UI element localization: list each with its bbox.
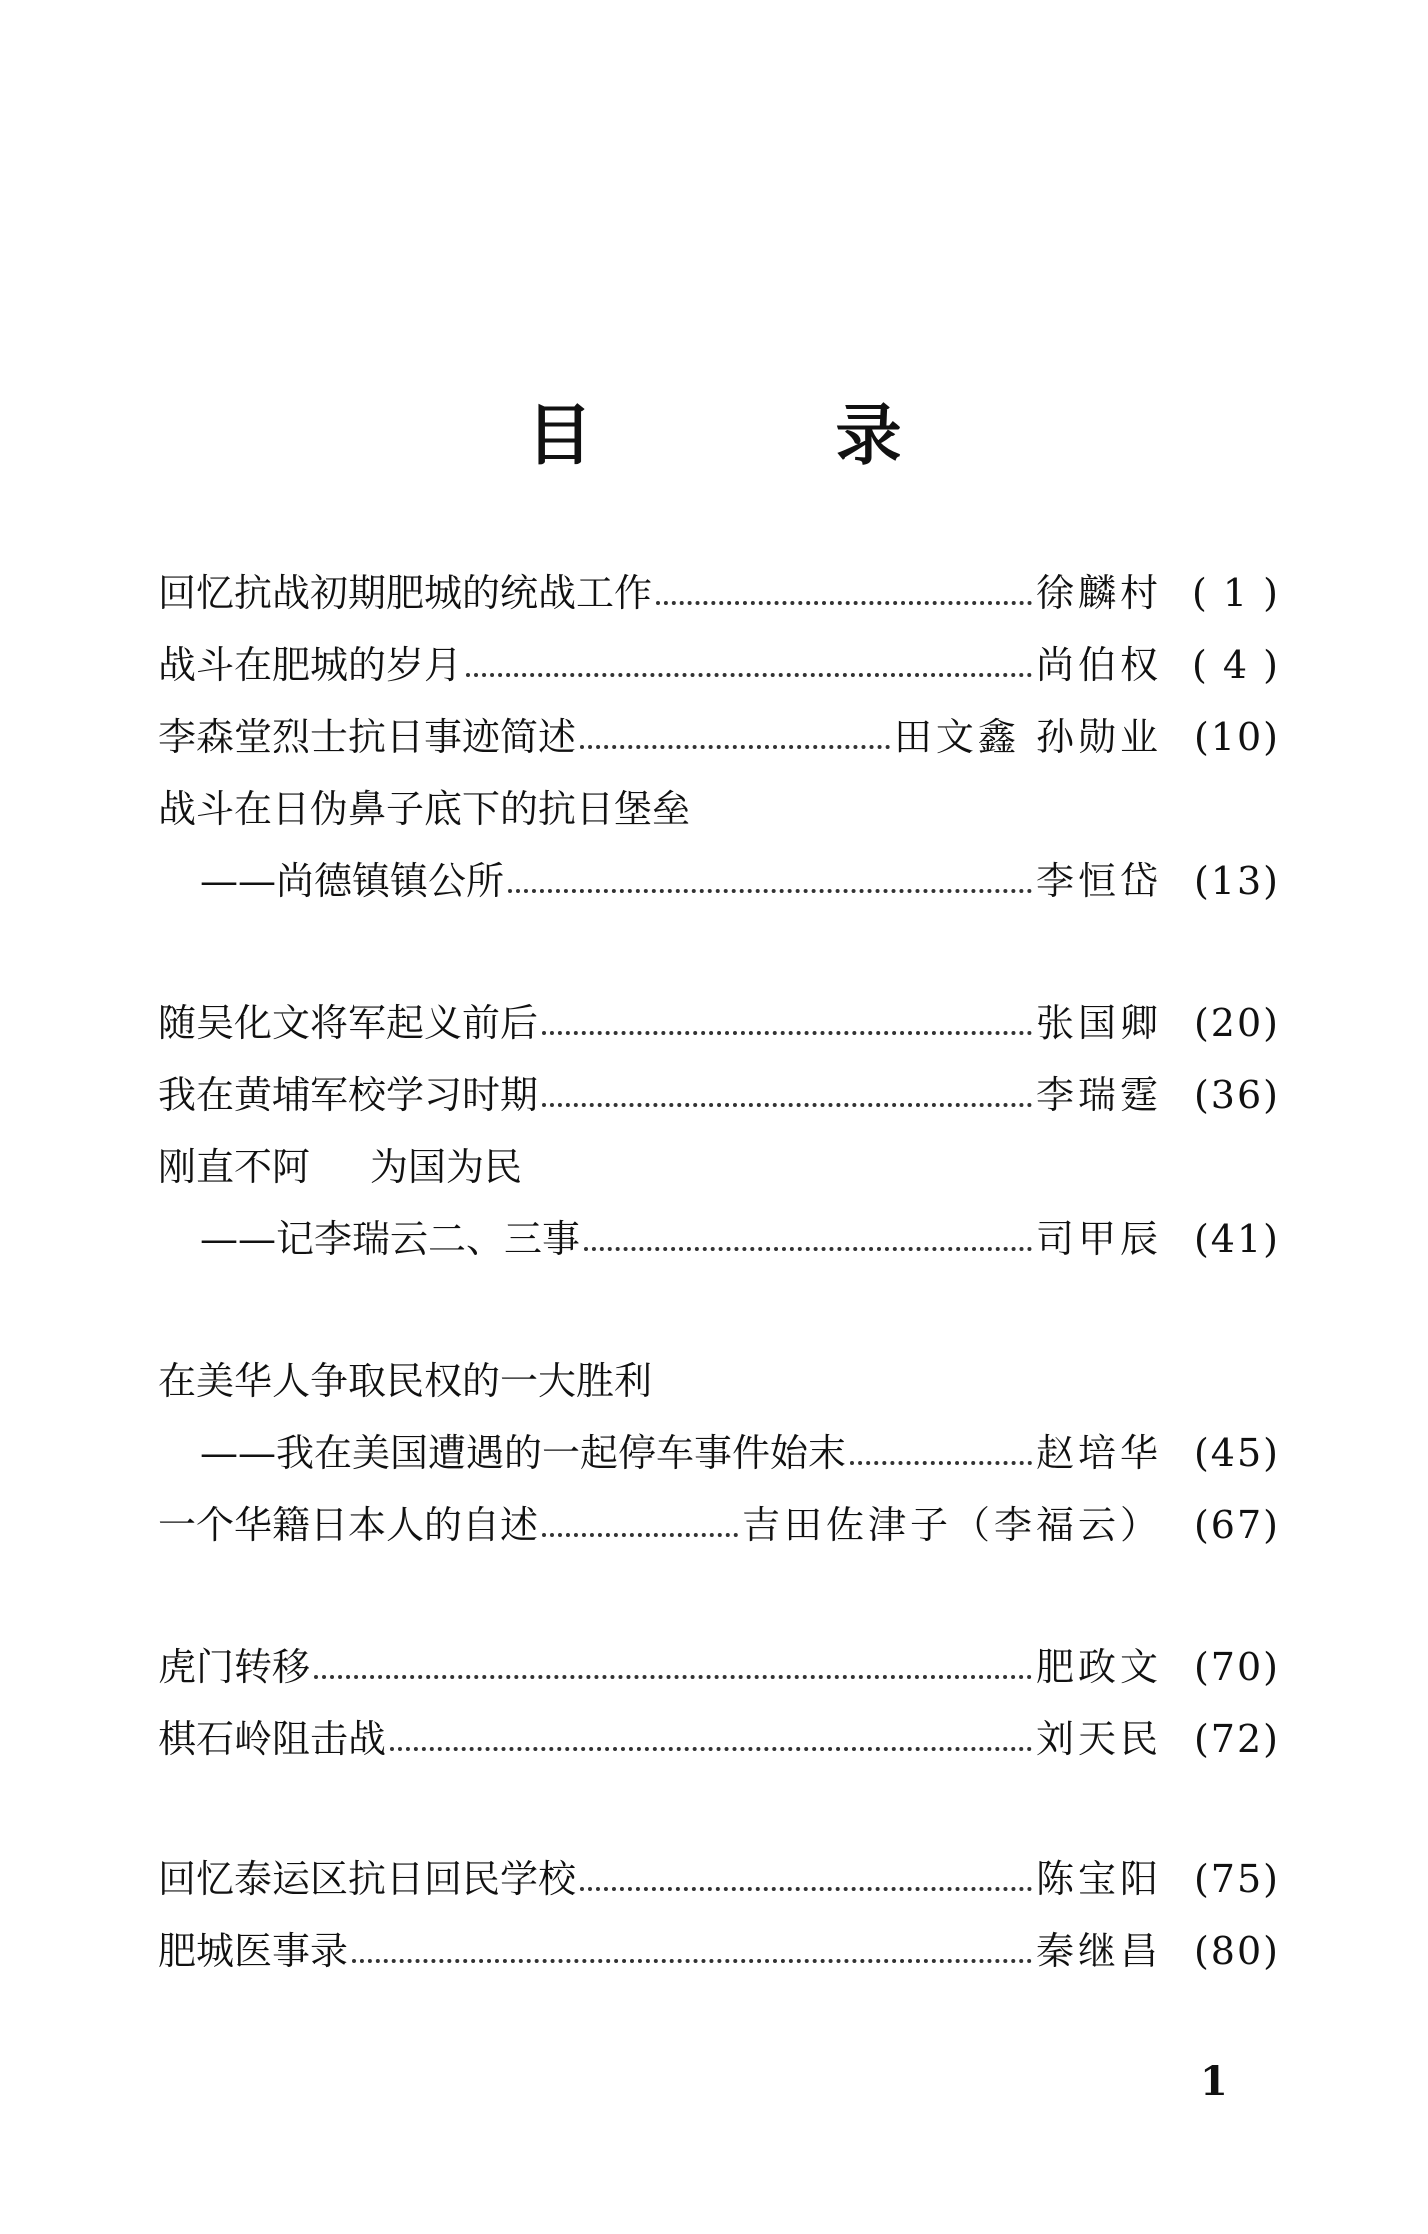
toc-entry-heading[interactable]: [158, 1138, 1280, 1196]
leader-dots: [508, 889, 1032, 893]
entry-subtitle: ——尚德镇镇公所: [200, 859, 505, 903]
entry-page: (72): [1193, 1717, 1280, 1761]
entry-author: 徐麟村: [1035, 571, 1162, 615]
leader-dots: [542, 1031, 1032, 1035]
entry-page: (45): [1193, 1431, 1280, 1475]
toc-entry[interactable]: [158, 564, 1280, 622]
toc-entry[interactable]: [158, 1496, 1280, 1554]
entry-page: ( 1 ): [1192, 571, 1280, 615]
entry-page: (75): [1193, 1857, 1280, 1901]
entry-page: (36): [1193, 1073, 1280, 1117]
page-number: 1: [1200, 2058, 1228, 2105]
entry-title: 李森堂烈士抗日事迹简述: [158, 715, 577, 759]
entry-title: 战斗在日伪鼻子底下的抗日堡垒: [158, 787, 691, 831]
entry-page: (20): [1193, 1001, 1280, 1045]
leader-dots: [580, 745, 890, 749]
entry-author: 肥政文: [1035, 1645, 1162, 1689]
entry-subtitle: ——记李瑞云二、三事: [200, 1217, 581, 1261]
entry-title: 棋石岭阻击战: [158, 1717, 387, 1761]
entry-title: 战斗在肥城的岁月: [158, 643, 463, 687]
toc-entry-heading[interactable]: [158, 780, 1280, 838]
entry-page: (67): [1193, 1503, 1280, 1547]
entry-title: 我在黄埔军校学习时期: [158, 1073, 539, 1117]
toc-entry[interactable]: [158, 708, 1280, 766]
toc-entry[interactable]: [158, 1638, 1280, 1696]
entry-author: 李瑞霆: [1035, 1073, 1162, 1117]
leader-dots: [584, 1247, 1032, 1251]
leader-dots: [466, 673, 1032, 677]
toc-entry-heading[interactable]: [158, 1352, 1280, 1410]
entry-page: (41): [1193, 1217, 1280, 1261]
entry-author: 尚伯权: [1035, 643, 1162, 687]
entry-author: 吉田佐津子（李福云）: [741, 1503, 1162, 1547]
page-title: 目 录: [526, 397, 1012, 474]
toc-entry-subtitle[interactable]: [200, 1210, 1280, 1268]
entry-page: (10): [1193, 715, 1280, 759]
entry-title: 刚直不阿: [158, 1145, 311, 1189]
leader-dots: [542, 1103, 1032, 1107]
toc-entry[interactable]: [158, 1066, 1280, 1124]
entry-author: 李恒岱: [1035, 859, 1162, 903]
entry-title: 回忆泰运区抗日回民学校: [158, 1857, 577, 1901]
toc-entry[interactable]: [158, 1850, 1280, 1908]
entry-author: 田文鑫 孙勋业: [893, 715, 1162, 759]
entry-page: (80): [1193, 1929, 1280, 1973]
entry-author: 司甲辰: [1035, 1217, 1162, 1261]
entry-subtitle: ——我在美国遭遇的一起停车事件始末: [200, 1431, 847, 1475]
entry-author: 陈宝阳: [1035, 1857, 1162, 1901]
entry-title: 一个华籍日本人的自述: [158, 1503, 539, 1547]
entry-author: 赵培华: [1035, 1431, 1162, 1475]
toc-entry[interactable]: [158, 994, 1280, 1052]
entry-title: 肥城医事录: [158, 1929, 349, 1973]
entry-page: ( 4 ): [1192, 643, 1280, 687]
toc-entry[interactable]: [158, 1710, 1280, 1768]
leader-dots: [314, 1675, 1032, 1679]
leader-dots: [352, 1959, 1032, 1963]
entry-author: 秦继昌: [1035, 1929, 1162, 1973]
entry-page: (70): [1193, 1645, 1280, 1689]
entry-title: 在美华人争取民权的一大胜利: [158, 1359, 653, 1403]
entry-title-part2: 为国为民: [370, 1145, 523, 1189]
leader-dots: [580, 1887, 1032, 1891]
toc-entry-subtitle[interactable]: [200, 852, 1280, 910]
toc-entry-subtitle[interactable]: [200, 1424, 1280, 1482]
entry-title: 虎门转移: [158, 1645, 311, 1689]
leader-dots: [390, 1747, 1032, 1751]
leader-dots: [656, 601, 1032, 605]
entry-page: (13): [1193, 859, 1280, 903]
entry-title: 随吴化文将军起义前后: [158, 1001, 539, 1045]
leader-dots: [850, 1461, 1032, 1465]
toc-entry[interactable]: [158, 636, 1280, 694]
entry-author: 刘天民: [1035, 1717, 1162, 1761]
entry-author: 张国卿: [1035, 1001, 1162, 1045]
entry-title: 回忆抗战初期肥城的统战工作: [158, 571, 653, 615]
leader-dots: [542, 1533, 738, 1537]
toc-entry[interactable]: [158, 1922, 1280, 1980]
